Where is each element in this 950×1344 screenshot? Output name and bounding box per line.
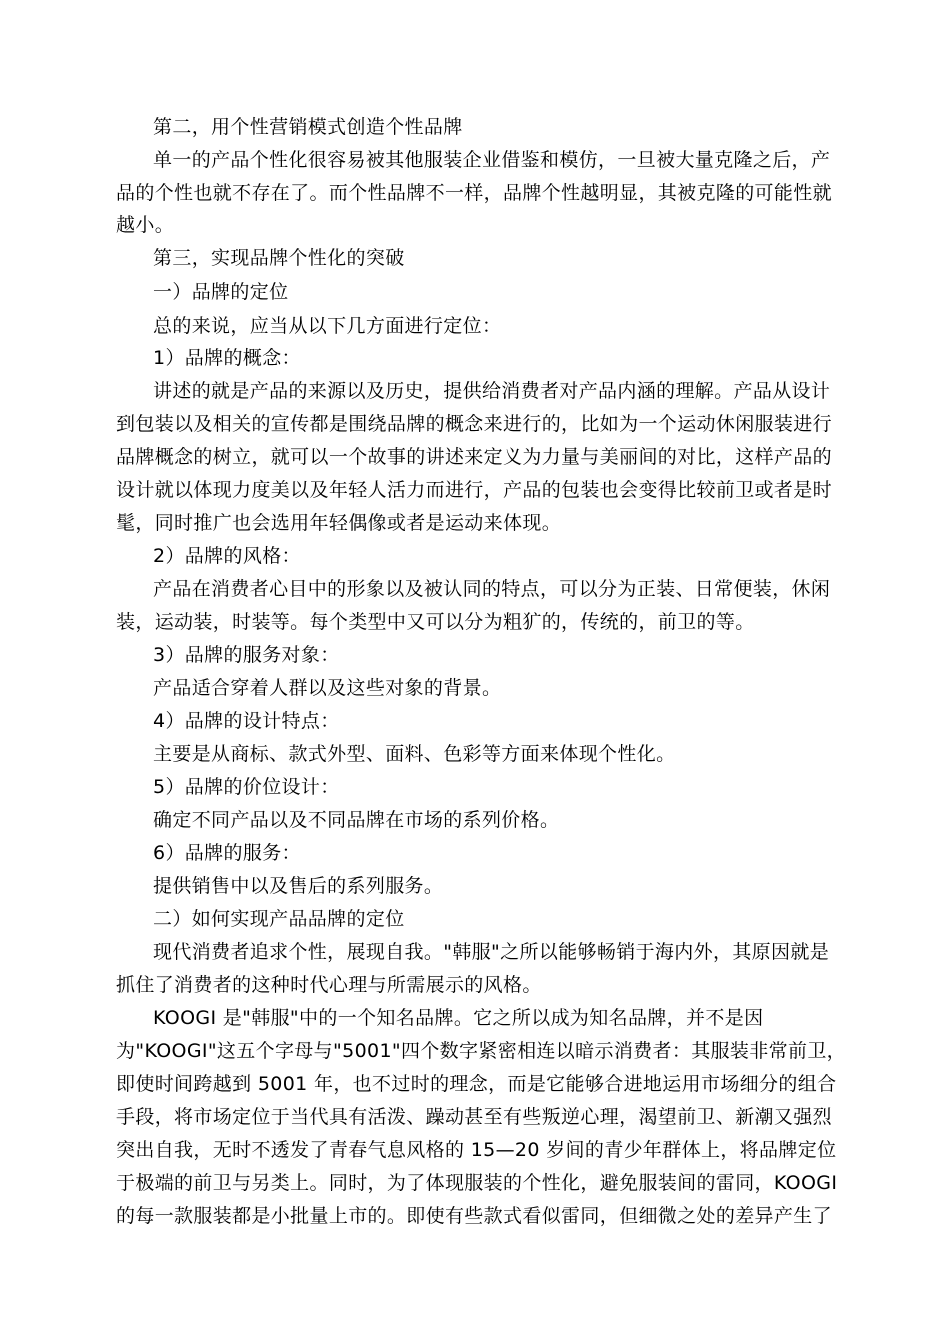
item-heading: 2）品牌的风格： — [153, 545, 301, 567]
paragraph-line: 到包装以及相关的宣传都是围绕品牌的概念来进行的，比如为一个运动休闲服装进行 — [116, 413, 832, 435]
paragraph-line: 产品适合穿着人群以及这些对象的背景。 — [153, 677, 502, 699]
paragraph-line: 确定不同产品以及不同品牌在市场的系列价格。 — [153, 809, 560, 831]
paragraph-line: 为"KOOGI"这五个字母与"5001"四个数字紧密相连以暗示消费者：其服装非常前卫， — [116, 1040, 847, 1062]
paragraph-line: 手段，将市场定位于当代具有活泼、躁动甚至有些叛逆心理，渴望前卫、新潮又强烈 — [116, 1106, 832, 1128]
paragraph-line: 越小。 — [116, 214, 175, 236]
paragraph-line: 单一的产品个性化很容易被其他服装企业借鉴和模仿，一旦被大量克隆之后，产 — [153, 149, 831, 171]
paragraph-line: 产品在消费者心目中的形象以及被认同的特点，可以分为正装、日常便装，休闲 — [153, 578, 831, 600]
section-heading: 一）品牌的定位 — [153, 281, 289, 303]
paragraph-line: 于极端的前卫与另类上。同时，为了体现服装的个性化，避免服装间的雷同，KOOGI — [116, 1172, 838, 1194]
paragraph-line: 现代消费者追求个性，展现自我。"韩服"之所以能够畅销于海内外，其原因就是 — [153, 941, 830, 963]
item-heading: 4）品牌的设计特点： — [153, 710, 340, 732]
paragraph-line: 的每一款服装都是小批量上市的。即使有些款式看似雷同，但细微之处的差异产生了 — [116, 1205, 832, 1227]
paragraph-line: KOOGI 是"韩服"中的一个知名品牌。它之所以成为知名品牌，并不是因 — [153, 1007, 764, 1029]
section-heading: 二）如何实现产品品牌的定位 — [153, 908, 405, 930]
paragraph-line: 品的个性也就不存在了。而个性品牌不一样，品牌个性越明显，其被克隆的可能性就 — [116, 182, 832, 204]
heading-third: 第三，实现品牌个性化的突破 — [153, 247, 405, 269]
item-heading: 6）品牌的服务： — [153, 842, 301, 864]
item-heading: 3）品牌的服务对象： — [153, 644, 340, 666]
heading-second: 第二，用个性营销模式创造个性品牌 — [153, 116, 463, 138]
paragraph-line: 髦，同时推广也会选用年轻偶像或者是运动来体现。 — [116, 512, 562, 534]
paragraph-line: 主要是从商标、款式外型、面料、色彩等方面来体现个性化。 — [153, 743, 676, 765]
item-heading: 5）品牌的价位设计： — [153, 776, 340, 798]
paragraph-line: 即使时间跨越到 5001 年，也不过时的理念，而是它能够合进地运用市场细分的组合 — [116, 1073, 837, 1095]
paragraph-line: 装，运动装，时装等。每个类型中又可以分为粗犷的，传统的，前卫的等。 — [116, 611, 755, 633]
paragraph-line: 抓住了消费者的这种时代心理与所需展示的风格。 — [116, 974, 542, 996]
paragraph-line: 总的来说，应当从以下几方面进行定位： — [153, 315, 502, 337]
paragraph-line: 设计就以体现力度美以及年轻人活力而进行，产品的包装也会变得比较前卫或者是时 — [116, 479, 832, 501]
item-heading: 1）品牌的概念： — [153, 347, 301, 369]
paragraph-line: 讲述的就是产品的来源以及历史，提供给消费者对产品内涵的理解。产品从设计 — [153, 380, 831, 402]
paragraph-line: 品牌概念的树立，就可以一个故事的讲述来定义为力量与美丽间的对比，这样产品的 — [116, 446, 832, 468]
paragraph-line: 提供销售中以及售后的系列服务。 — [153, 875, 444, 897]
paragraph-line: 突出自我，无时不透发了青春气息风格的 15—20 岁间的青少年群体上，将品牌定位 — [116, 1139, 837, 1161]
